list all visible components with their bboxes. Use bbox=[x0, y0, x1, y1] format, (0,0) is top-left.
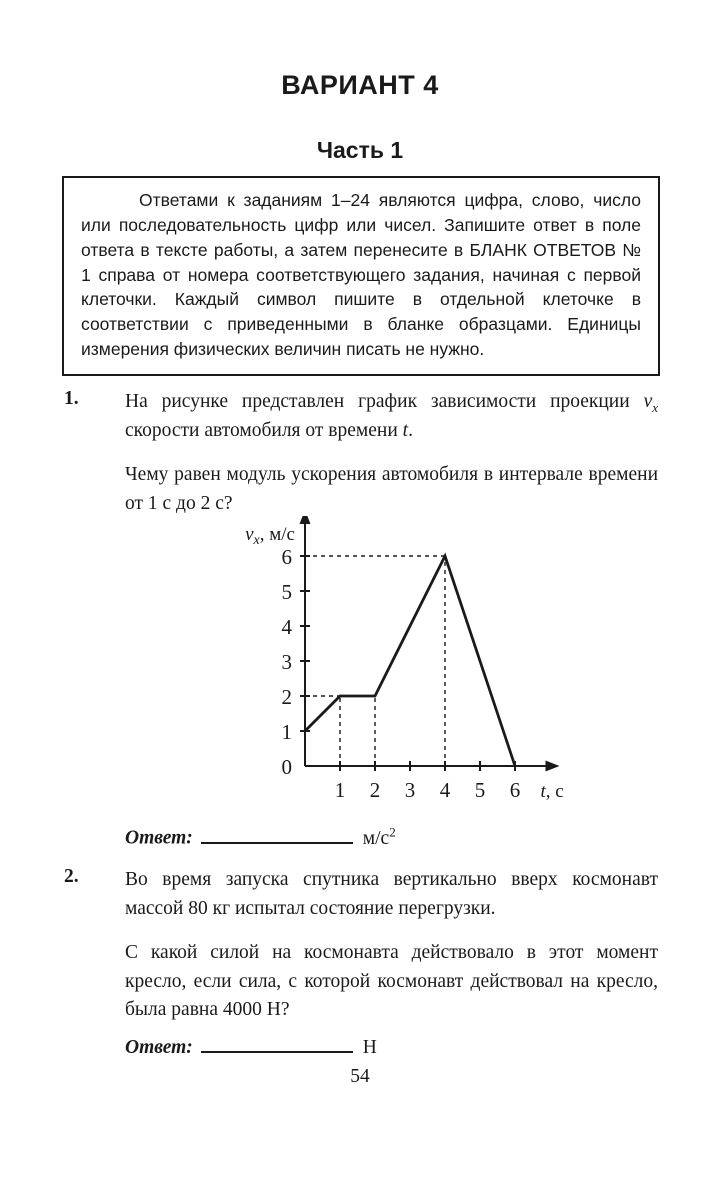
question-1 bbox=[62, 388, 658, 519]
question-1-body bbox=[125, 388, 658, 519]
svg-text:2: 2 bbox=[281, 685, 292, 709]
velocity-time-graph-svg bbox=[210, 516, 578, 818]
question-2-number: 2. bbox=[64, 866, 79, 887]
velocity-time-graph bbox=[210, 516, 578, 818]
page-number: 54 bbox=[350, 1066, 370, 1087]
instruction-text: Ответами к заданиям 1–24 являются цифра, слово, число или последовательность цифр или чисел. Запишите ответ в поле ответа в тексте работы, а затем перенесите в БЛАНК ОТВЕТОВ № 1 справа от номера соответствующего задания, начиная с первой клеточки. Каждый символ пишите в отдельной клеточке в соответствии с приведенными в бланке образцами. Единицы измерения физических величин писать не нужно. bbox=[81, 190, 641, 360]
svg-text:t, с: t, с bbox=[540, 781, 564, 802]
question-1-paragraph-1: На рисунке представлен график зависимости проекции $v_x$ скорости автомобиля от времени t. bbox=[125, 391, 658, 442]
variable-t: t bbox=[402, 420, 409, 442]
question-2-body bbox=[125, 866, 658, 1059]
instruction-box bbox=[62, 176, 660, 376]
svg-text:4: 4 bbox=[281, 615, 292, 639]
svg-text:4: 4 bbox=[439, 778, 451, 802]
svg-text:1: 1 bbox=[281, 720, 292, 744]
question-2-answer-line bbox=[125, 1037, 658, 1059]
svg-text:2: 2 bbox=[369, 778, 381, 802]
svg-text:3: 3 bbox=[281, 650, 292, 674]
svg-text:vx, м/с: $v_x$, м/с bbox=[245, 524, 295, 548]
svg-text:3: 3 bbox=[404, 778, 416, 802]
answer-label: Ответ: bbox=[125, 827, 193, 849]
variant-title: ВАРИАНТ 4 bbox=[281, 70, 439, 100]
variable-vx: $v_x$ bbox=[643, 391, 658, 415]
part-title: Часть 1 bbox=[316, 137, 404, 163]
svg-text:6: 6 bbox=[281, 545, 292, 569]
question-2 bbox=[62, 866, 658, 1059]
svg-text:5: 5 bbox=[281, 580, 292, 604]
question-1-answer-line bbox=[125, 824, 396, 850]
question-1-number: 1. bbox=[64, 388, 79, 409]
svg-text:6: 6 bbox=[509, 778, 521, 802]
answer-blank-line bbox=[201, 1037, 353, 1053]
question-2-paragraph-1: Во время запуска спутника вертикально вверх космонавт массой 80 кг испытал состояние перегрузки. bbox=[125, 869, 658, 919]
answer-blank-line bbox=[201, 828, 353, 844]
answer-unit: $м/с^2$ bbox=[362, 824, 396, 849]
answer-unit: Н bbox=[362, 1037, 377, 1059]
svg-text:5: 5 bbox=[474, 778, 486, 802]
answer-label: Ответ: bbox=[125, 1037, 193, 1059]
question-1-paragraph-2: Чему равен модуль ускорения автомобиля в интервале времени от 1 с до 2 с? bbox=[125, 463, 658, 514]
svg-text:0: 0 bbox=[281, 755, 292, 779]
svg-text:1: 1 bbox=[334, 778, 346, 802]
question-2-paragraph-2: С какой силой на космонавта действовало в этот момент кресло, если сила, с которой космонавт действовал на кресло, была равна 4000 Н? bbox=[125, 941, 658, 1021]
